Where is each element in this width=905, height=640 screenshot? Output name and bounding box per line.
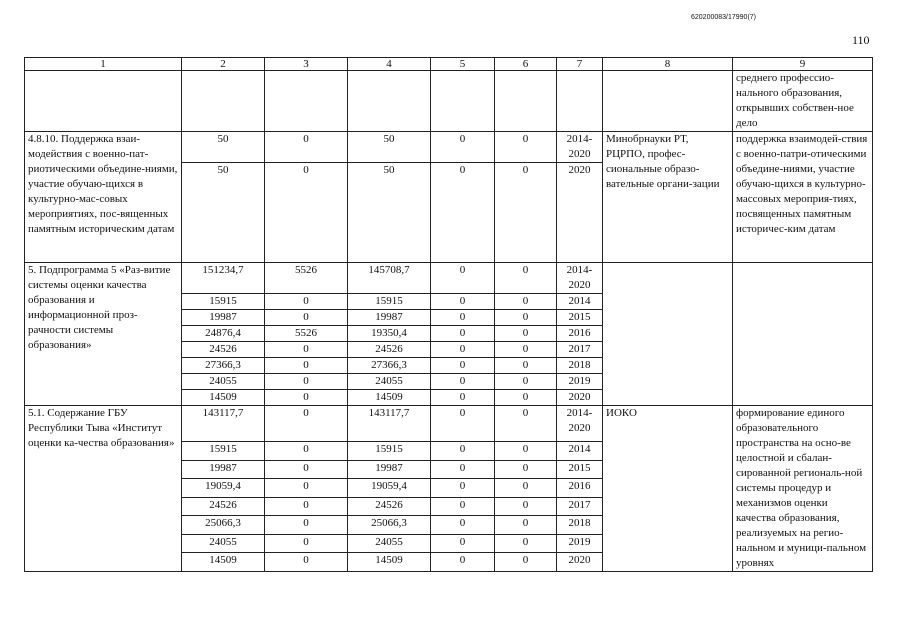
value-cell-c7: 2014 [557, 294, 603, 310]
value-cell-c5: 0 [431, 441, 495, 460]
value-cell-c7: 2019 [557, 534, 603, 553]
value-cell-c6: 0 [495, 441, 557, 460]
value-cell-c2: 50 [182, 132, 265, 163]
value-cell-c2: 151234,7 [182, 263, 265, 294]
value-cell-c4: 24055 [348, 374, 431, 390]
value-cell-c2: 50 [182, 163, 265, 263]
value-cell-c3: 0 [265, 516, 348, 535]
value-cell-c4: 50 [348, 132, 431, 163]
value-cell-c7: 2014-2020 [557, 132, 603, 163]
value-cell-c4: 19059,4 [348, 479, 431, 498]
result-cell: поддержка взаимодей-ствия с военно-патри-отическими объедине-ниями, участие обучаю-щихся в культурно-массовых мероприя-тиях, посвященных памятным историчес-ким датам [733, 132, 873, 263]
value-cell-c7: 2018 [557, 516, 603, 535]
value-cell-c3: 0 [265, 441, 348, 460]
value-cell-c5: 0 [431, 342, 495, 358]
value-cell-c4: 143117,7 [348, 406, 431, 442]
value-cell-c7: 2017 [557, 497, 603, 516]
value-cell-c5: 0 [431, 390, 495, 406]
table-row [25, 263, 873, 294]
value-cell-c3: 0 [265, 460, 348, 479]
document-id: 620200083/17990(7) [691, 14, 757, 21]
result-cell: среднего профессио-нального образования, открывших собствен-ное дело [733, 71, 873, 132]
value-cell-c3: 0 [265, 132, 348, 163]
value-cell-c5: 0 [431, 553, 495, 572]
value-cell-c6: 0 [495, 326, 557, 342]
value-cell-c4: 14509 [348, 553, 431, 572]
value-cell-c7: 2020 [557, 390, 603, 406]
cell [431, 71, 495, 132]
value-cell-c6: 0 [495, 460, 557, 479]
value-cell-c7: 2020 [557, 163, 603, 263]
value-cell-c5: 0 [431, 310, 495, 326]
value-cell-c3: 0 [265, 374, 348, 390]
value-cell-c2: 143117,7 [182, 406, 265, 442]
value-cell-c3: 0 [265, 553, 348, 572]
value-cell-c3: 0 [265, 342, 348, 358]
value-cell-c5: 0 [431, 163, 495, 263]
value-cell-c7: 2016 [557, 326, 603, 342]
value-cell-c7: 2017 [557, 342, 603, 358]
value-cell-c2: 14509 [182, 390, 265, 406]
value-cell-c5: 0 [431, 479, 495, 498]
value-cell-c4: 50 [348, 163, 431, 263]
header-cell: 4 [348, 58, 431, 71]
value-cell-c6: 0 [495, 263, 557, 294]
value-cell-c5: 0 [431, 534, 495, 553]
value-cell-c3: 0 [265, 294, 348, 310]
value-cell-c5: 0 [431, 358, 495, 374]
value-cell-c5: 0 [431, 263, 495, 294]
value-cell-c4: 24055 [348, 534, 431, 553]
value-cell-c7: 2015 [557, 310, 603, 326]
header-cell: 2 [182, 58, 265, 71]
value-cell-c4: 19987 [348, 460, 431, 479]
value-cell-c5: 0 [431, 497, 495, 516]
cell [495, 71, 557, 132]
value-cell-c3: 5526 [265, 326, 348, 342]
value-cell-c2: 27366,3 [182, 358, 265, 374]
value-cell-c6: 0 [495, 310, 557, 326]
table-row [25, 132, 873, 163]
value-cell-c2: 24876,4 [182, 326, 265, 342]
continuation-row [25, 71, 873, 132]
value-cell-c7: 2019 [557, 374, 603, 390]
value-cell-c2: 15915 [182, 294, 265, 310]
value-cell-c6: 0 [495, 479, 557, 498]
value-cell-c4: 24526 [348, 497, 431, 516]
value-cell-c5: 0 [431, 516, 495, 535]
header-cell: 7 [557, 58, 603, 71]
cell [557, 71, 603, 132]
value-cell-c7: 2018 [557, 358, 603, 374]
header-cell: 9 [733, 58, 873, 71]
header-row [25, 58, 873, 71]
cell [603, 71, 733, 132]
cell [265, 71, 348, 132]
value-cell-c6: 0 [495, 553, 557, 572]
value-cell-c2: 19987 [182, 460, 265, 479]
value-cell-c6: 0 [495, 132, 557, 163]
table-row [25, 406, 873, 442]
activity-name-cell: 5.1. Содержание ГБУ Республики Тыва «Институт оценки ка-чества образования» [25, 406, 182, 572]
value-cell-c5: 0 [431, 326, 495, 342]
cell [182, 71, 265, 132]
value-cell-c3: 0 [265, 163, 348, 263]
value-cell-c2: 19987 [182, 310, 265, 326]
value-cell-c2: 19059,4 [182, 479, 265, 498]
value-cell-c7: 2014 [557, 441, 603, 460]
result-cell: формирование единого образовательного пространства на осно-ве целостной и сбалан-сированной региональ-ной системы процедур и механизмов оценки качества образования, реализуемых на регио-нальном и муници-пальном уровнях [733, 406, 873, 572]
value-cell-c7: 2016 [557, 479, 603, 498]
header-cell: 1 [25, 58, 182, 71]
executor-cell: Минобрнауки РТ, РЦРПО, профес-сиональные образо-вательные органи-зации [603, 132, 733, 263]
value-cell-c3: 0 [265, 358, 348, 374]
page-number: 110 [852, 33, 870, 47]
value-cell-c2: 14509 [182, 553, 265, 572]
value-cell-c3: 0 [265, 534, 348, 553]
value-cell-c7: 2014-2020 [557, 263, 603, 294]
header-cell: 3 [265, 58, 348, 71]
value-cell-c6: 0 [495, 163, 557, 263]
header-cell: 5 [431, 58, 495, 71]
program-table [24, 57, 873, 572]
value-cell-c2: 24526 [182, 497, 265, 516]
value-cell-c5: 0 [431, 294, 495, 310]
value-cell-c6: 0 [495, 406, 557, 442]
value-cell-c6: 0 [495, 294, 557, 310]
value-cell-c7: 2014-2020 [557, 406, 603, 442]
cell [348, 71, 431, 132]
executor-cell: ИОКО [603, 406, 733, 572]
value-cell-c5: 0 [431, 460, 495, 479]
activity-name-cell: 4.8.10. Поддержка взаи-модействия с военно-пат-риотическими объедине-ниями, участие обучаю-щихся в культурно-мас-совых мероприятиях, пос-вященных памятным историческим датам [25, 132, 182, 263]
value-cell-c7: 2015 [557, 460, 603, 479]
value-cell-c2: 15915 [182, 441, 265, 460]
value-cell-c4: 24526 [348, 342, 431, 358]
value-cell-c3: 0 [265, 406, 348, 442]
value-cell-c4: 25066,3 [348, 516, 431, 535]
value-cell-c5: 0 [431, 374, 495, 390]
value-cell-c3: 5526 [265, 263, 348, 294]
value-cell-c6: 0 [495, 374, 557, 390]
value-cell-c4: 15915 [348, 294, 431, 310]
value-cell-c6: 0 [495, 358, 557, 374]
value-cell-c6: 0 [495, 534, 557, 553]
value-cell-c3: 0 [265, 390, 348, 406]
activity-name-cell: 5. Подпрограмма 5 «Раз-витие системы оценки качества образования и информационной проз-рачности системы образования» [25, 263, 182, 406]
value-cell-c3: 0 [265, 497, 348, 516]
value-cell-c7: 2020 [557, 553, 603, 572]
value-cell-c3: 0 [265, 479, 348, 498]
value-cell-c4: 19350,4 [348, 326, 431, 342]
result-cell [733, 263, 873, 406]
header-cell: 6 [495, 58, 557, 71]
value-cell-c4: 27366,3 [348, 358, 431, 374]
value-cell-c3: 0 [265, 310, 348, 326]
value-cell-c2: 24055 [182, 374, 265, 390]
value-cell-c6: 0 [495, 516, 557, 535]
cell [25, 71, 182, 132]
value-cell-c4: 19987 [348, 310, 431, 326]
value-cell-c2: 25066,3 [182, 516, 265, 535]
value-cell-c6: 0 [495, 342, 557, 358]
executor-cell [603, 263, 733, 406]
value-cell-c6: 0 [495, 497, 557, 516]
value-cell-c4: 15915 [348, 441, 431, 460]
value-cell-c4: 14509 [348, 390, 431, 406]
value-cell-c2: 24055 [182, 534, 265, 553]
value-cell-c6: 0 [495, 390, 557, 406]
header-cell: 8 [603, 58, 733, 71]
value-cell-c4: 145708,7 [348, 263, 431, 294]
value-cell-c2: 24526 [182, 342, 265, 358]
value-cell-c5: 0 [431, 406, 495, 442]
value-cell-c5: 0 [431, 132, 495, 163]
